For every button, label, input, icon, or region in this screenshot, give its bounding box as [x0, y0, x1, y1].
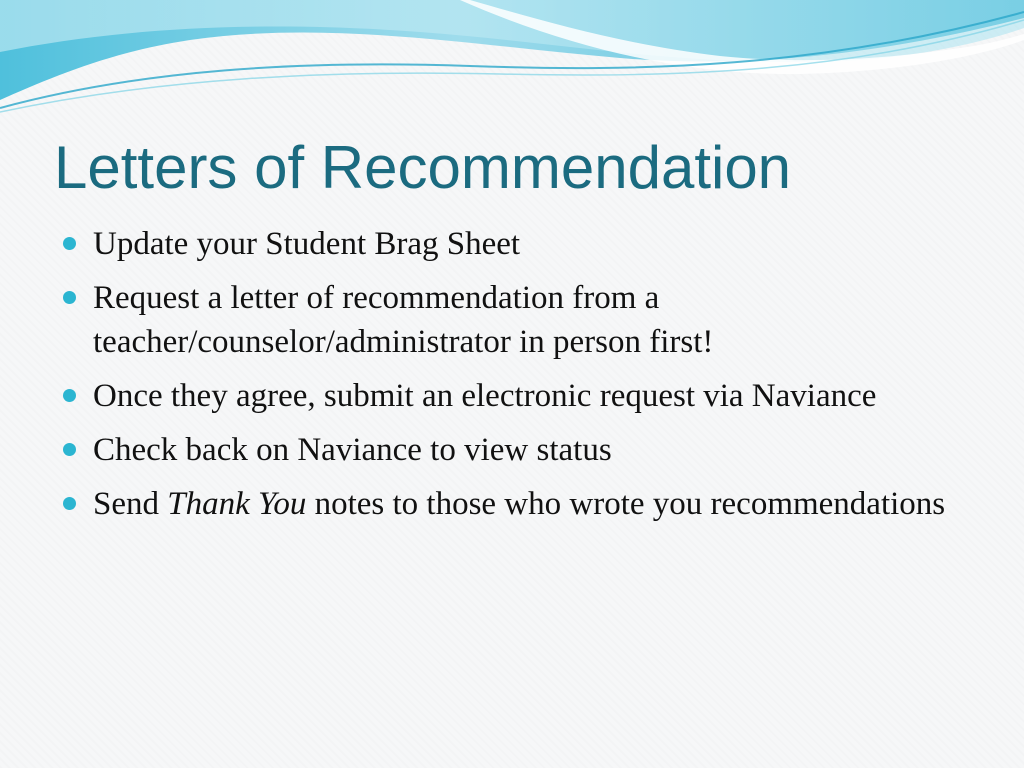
bullet-icon [63, 389, 76, 402]
bullet-icon [63, 291, 76, 304]
bullet-icon [63, 443, 76, 456]
bullet-text-suffix: notes to those who wrote you recommendations [306, 486, 946, 522]
bullet-item [62, 276, 962, 364]
bullet-icon [63, 237, 76, 250]
bullet-text-prefix: Send [93, 486, 168, 522]
bullet-item [62, 374, 962, 418]
bullet-icon [63, 497, 76, 510]
bullet-text: Once they agree, submit an electronic request via Naviance [93, 378, 877, 414]
bullet-text: Request a letter of recommendation from a teacher/counselor/administrator in person first! [93, 280, 714, 360]
bullet-item [62, 222, 962, 266]
bullet-item [62, 428, 962, 472]
bullet-text: Update your Student Brag Sheet [93, 226, 521, 262]
bullet-text: Check back on Naviance to view status [93, 432, 612, 468]
bullet-list [62, 222, 962, 536]
bullet-text-emphasis: Thank You [167, 486, 307, 522]
bullet-item [62, 482, 962, 526]
slide-title: Letters of Recommendation [54, 134, 792, 201]
header-wave-decoration [0, 0, 1024, 140]
